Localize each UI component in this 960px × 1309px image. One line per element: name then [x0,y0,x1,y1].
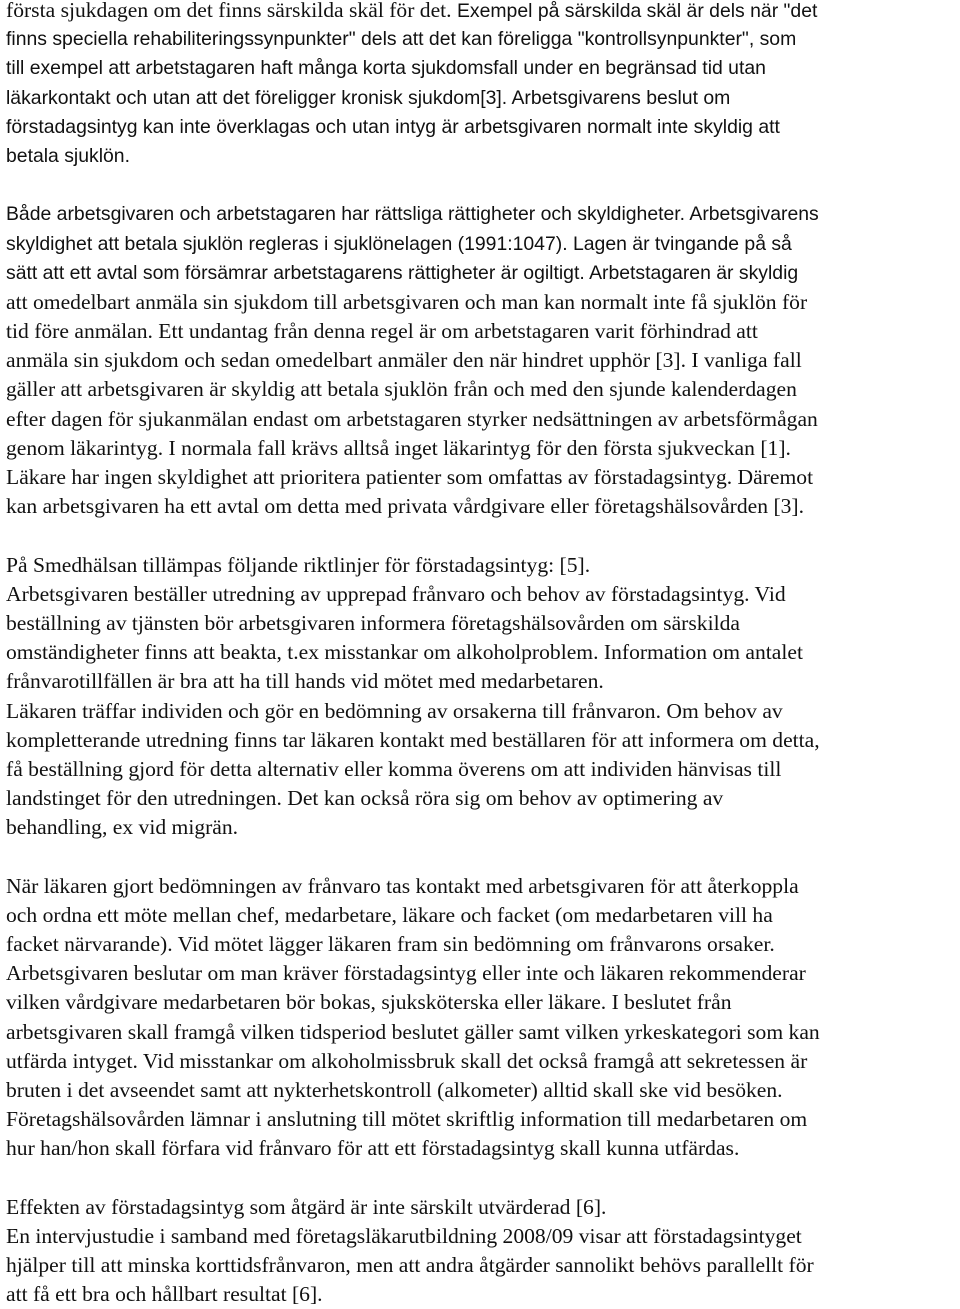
paragraph-gap [6,171,958,200]
text-line: vilken vårdgivare medarbetaren bör bokas, sjuksköterska eller läkare. I beslutet från [6,990,732,1015]
text-line: Läkaren träffar individen och gör en bedömning av orsakerna till frånvaron. Om behov av [6,698,783,723]
text-line: Företagshälsovården lämnar i anslutning till mötet skriftlig information till medarbetaren om [6,1107,808,1132]
text-line: omständigheter finns att beakta, t.ex misstankar om alkoholproblem. Information om antalet [6,640,803,665]
text-line: bruten i det avseendet samt att nykterhetskontroll (alkometer) alltid skall ske vid besöken. [6,1077,783,1102]
paragraph-gap [6,1164,958,1193]
text-line: Läkare har ingen skyldighet att prioritera patienter som omfattas av förstadagsintyg. Däremot [6,465,814,489]
text-line: hjälper till att minska korttidsfrånvaron, men att andra åtgärder sannolikt behövs parallellt för [6,1253,814,1278]
text-line: landstinget för den utredningen. Det kan också röra sig om behov av optimering av [6,786,724,811]
paragraph-sick-leave-exceptions [6,0,958,171]
text-line: kompletterande utredning finns tar läkaren kontakt med beställaren för att informera om detta, [6,727,820,752]
text-line: behandling, ex vid migrän. [6,815,239,840]
paragraph-gap [6,842,958,871]
text-line: att få ett bra och hållbart resultat [6]. [6,1282,323,1307]
paragraph-rights-and-obligations [6,200,958,521]
text-line: Effekten av förstadagsintyg som åtgärd är inte särskilt utvärderad [6]. [6,1194,607,1219]
text-line: hur han/hon skall förfara vid frånvaro för att ett förstadagsintyg skall kunna utfärdas. [6,1136,740,1161]
text-line: finns speciella rehabiliteringssynpunkter" dels att det kan föreligga "kontrollsynpunkter", som [6,28,797,51]
paragraph-meeting-process [6,872,958,1164]
text-line: efter dagen för sjukanmälan endast om arbetstagaren styrker nedsättningen av arbetsförmågan [6,406,818,431]
text-line: En intervjustudie i samband med företagsläkarutbildning 2008/09 visar att förstadagsintyget [6,1223,802,1248]
text-line: Både arbetsgivaren och arbetstagaren har rättsliga rättigheter och skyldigheter. Arbetsgivarens [6,203,819,226]
text-line: betala sjuklön. [6,144,130,167]
text-line: kan arbetsgivaren ha ett avtal om detta med privata vårdgivare eller företagshälsovården [3]. [6,494,805,519]
text-line: Arbetsgivaren beställer utredning av upprepad frånvaro och behov av förstadagsintyg. Vid [6,581,786,606]
paragraph-smedhalsan-guidelines [6,551,958,843]
text-line: anmäla sin sjukdom och sedan omedelbart anmäler den när hindret upphör [3]. I vanliga fall [6,348,802,373]
text-line: förstadagsintyg kan inte överklagas och utan intyg är arbetsgivaren normalt inte skyldig att [6,115,780,138]
text-run: Exempel på särskilda skäl är dels när "det [456,0,818,22]
text-line: På Smedhälsan tillämpas följande riktlinjer för förstadagsintyg: [5]. [6,552,591,577]
text-line: att omedelbart anmäla sin sjukdom till arbetsgivaren och man kan normalt inte få sjuklön för [6,289,808,314]
text-line: få beställning gjord för detta alternativ eller komma överens om att individen hänvisas till [6,756,782,781]
text-line: arbetsgivaren skall framgå vilken tidsperiod beslutet gäller samt vilken yrkeskategori som kan [6,1019,820,1044]
text-line [6,0,958,25]
text-line: sätt att ett avtal som försämrar arbetstagarens rättigheter är ogiltigt. Arbetstagaren är skyldig [6,261,799,284]
text-run: första sjukdagen om det finns särskilda skäl för det. [6,0,457,22]
text-line: läkarkontakt och utan att det föreligger kronisk sjukdom[3]. Arbetsgivarens beslut om [6,86,731,109]
text-line: När läkaren gjort bedömningen av frånvaro tas kontakt med arbetsgivaren för att återkoppla [6,873,799,898]
text-line: frånvarotillfällen är bra att ha till hands vid mötet med medarbetaren. [6,669,604,694]
text-line: beställning av tjänsten bör arbetsgivaren informera företagshälsovården om särskilda [6,610,740,635]
text-line: genom läkarintyg. I normala fall krävs alltså inget läkarintyg för den första sjukveckan [1]. [6,435,791,460]
text-line: och ordna ett möte mellan chef, medarbetare, läkare och facket (om medarbetaren vill ha [6,902,773,927]
text-line: gäller att arbetsgivaren är skyldig att betala sjuklön från och med den sjunde kalenderdagen [6,377,797,402]
document-page [6,0,958,1309]
paragraph-effects [6,1193,958,1309]
paragraph-gap [6,521,958,550]
text-line: skyldighet att betala sjuklön regleras i sjuklönelagen (1991:1047). Lagen är tvingande på så [6,232,792,255]
text-line: Arbetsgivaren beslutar om man kräver förstadagsintyg eller inte och läkaren rekommenderar [6,961,806,986]
text-line: tid före anmälan. Ett undantag från denna regel är om arbetstagaren varit förhindrad att [6,319,758,344]
text-line: facket närvarande). Vid mötet lägger läkaren fram sin bedömning om frånvarons orsaker. [6,932,775,956]
text-line: utfärda intyget. Vid misstankar om alkoholmissbruk skall det också framgå att sekretessen är [6,1048,808,1073]
text-line: till exempel att arbetstagaren haft många korta sjukdomsfall under en begränsad tid utan [6,57,766,80]
